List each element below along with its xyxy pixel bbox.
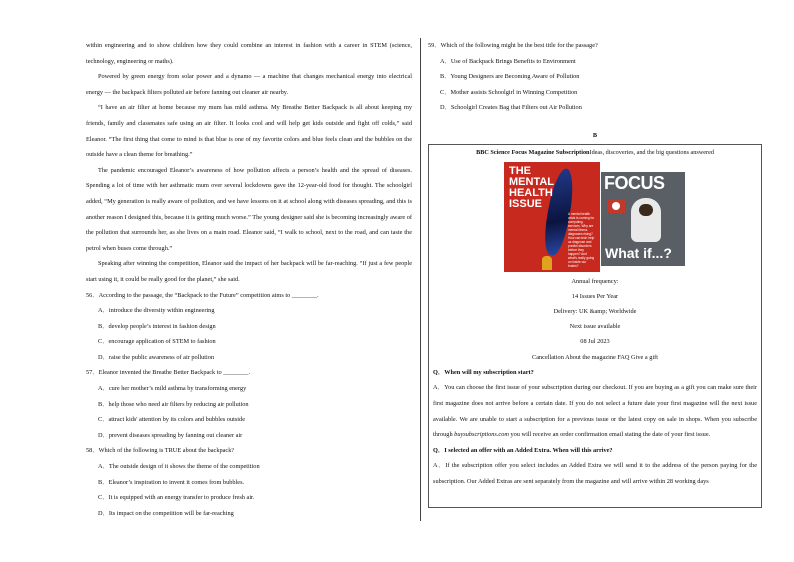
issues-per-year: 14 Issues Per Year	[571, 292, 619, 300]
option-58-a: A．The outside design of it shows the theme of the competition	[98, 463, 260, 471]
paragraph-4: The pandemic encouraged Eleanor’s awareness of how pollution affects a person’s health and the spread of diseases. Spending a lot of time with her asthmatic mum over several lockdowns gave the 12-year-old food for thought. The schoolgirl added, “My generation is really aware of pollution, and we have lessons on it at school along with diseases spreading, and this is another reason I designed this, because it is getting much worse.” The young designer said she is becoming increasingly aware of the pollution that surrounds her, as she lives on a main road. Eleanor said, “I walk to school, next to the road, and can taste the petrol when buses come through.”	[86, 166, 412, 252]
option-59-c: C．Mother assists Schoolgirl in Winning Competition	[440, 88, 578, 96]
question-56: 56．According to the passage, the “Backpack to the Future” competition aims to ________.	[86, 291, 319, 299]
visor-image	[639, 204, 653, 216]
option-57-d: D．prevent diseases spreading by fanning out cleaner air	[98, 431, 243, 439]
question-59: 59．Which of the following might be the best title for the passage?	[428, 42, 598, 49]
cover1-title: THE MENTAL HEALTH ISSUE	[509, 164, 554, 210]
cover2-headline: What if...?	[605, 244, 672, 261]
option-58-b: B．Eleanor’s inspiration to invent it comes from bubbles.	[98, 478, 245, 486]
section-label: B	[592, 131, 598, 139]
option-56-b: B．develop people’s interest in fashion design	[98, 322, 216, 330]
question-57: 57．Eleanor invented the Breathe Better Backpack to ________.	[86, 369, 251, 377]
flag-image	[607, 200, 625, 213]
paragraph-1: within engineering and to show children how they could combine an interest in fashion with a career in STEM (science, technology, engineering or maths).	[86, 42, 412, 65]
faq-a1-part2: you will receive an order confirmation email stating the date of your first issue.	[508, 431, 711, 439]
left-column	[86, 38, 412, 521]
faq-a2: A．If the subscription offer you select includes an Added Extra we will send it to the address of the person paying for the subscription. Our Added Extras are sent separately from the magazine and will arrive within 28 working days	[433, 462, 757, 485]
faq-q1: Q．When will my subscription start?	[433, 368, 534, 376]
paragraph-2: Powered by green energy from solar power and a dynamo — a machine that changes mechanical energy into electrical energy — the backpack filters polluted air before fanning out cleaner air nearby.	[86, 73, 412, 96]
option-57-c: C．attract kids' attention by its colors and bubbles outside	[98, 416, 245, 424]
cover1-subtitle: A mental health crisis is coming for computing services. Why are mental illness diagnoses rising? How can tech help us diagnose and predict disorders before they happen? And what's really going on inside our brains?	[568, 211, 595, 268]
option-59-a: A．Use of Backpack Brings Benefits to Environment	[440, 57, 576, 65]
option-58-d: D．Its impact on the competition will be far-reaching	[98, 509, 234, 517]
magazine-ad-box	[428, 144, 762, 508]
magazine-title	[433, 147, 757, 159]
next-issue-label: Next issue available	[569, 323, 621, 331]
subscription-info	[433, 274, 757, 365]
cover-mental-health	[504, 162, 600, 272]
option-56-d: D．raise the public awareness of air pollution	[98, 353, 215, 361]
option-56-c: C．encourage application of STEM to fashion	[98, 338, 216, 346]
paragraph-3: “I have an air filter at home because my mum has mild asthma. My Breathe Better Backpack is all about keeping my friends, family and classmates safe using an air filter. It looks cool and will help get kids outside and fight off colds,” said Eleanor. “The first thing that come to mind is that blue is one of my favorite colors and blue feels clean and the bubbles on the outside have a clean theme for breathing.”	[86, 104, 412, 159]
faq	[433, 365, 757, 490]
column-divider	[420, 38, 421, 521]
option-57-a: A．cure her mother’s mild asthma by transforming energy	[98, 385, 247, 393]
option-58-c: C．It is equipped with an energy transfer to produce fresh air.	[98, 494, 255, 502]
cover-focus	[601, 172, 685, 266]
right-column	[428, 38, 762, 508]
faq-a1	[433, 380, 757, 442]
option-57-b: B．help those who need air filters by reducing air pollution	[98, 400, 249, 408]
option-59-b: B．Young Designers are Becoming Aware of Pollution	[440, 73, 580, 81]
option-56-a: A．introduce the diversity within engineering	[98, 307, 215, 315]
figure-image	[542, 256, 552, 270]
question-58: 58．Which of the following is TRUE about the backpack?	[86, 447, 235, 455]
paragraph-5: Speaking after winning the competition, Eleanor said the impact of her backpack will be far-reaching. “If just a few people start using it, it could be really good for the planet,” she said.	[86, 260, 412, 283]
faq-q2: Q．I selected an offer with an Added Extra. When will this arrive?	[433, 446, 613, 454]
magazine-tagline: Ideas, discoveries, and the big questions answered	[589, 148, 714, 156]
cover2-title: FOCUS	[604, 172, 665, 193]
footer-links: Cancellation About the magazine FAQ Give a gift	[532, 353, 658, 361]
option-59-d: D．Schoolgirl Creates Bag that Filters out Air Pollution	[440, 104, 582, 112]
faq-a1-link: buysubscriptions.com	[454, 431, 509, 439]
magazine-covers	[433, 162, 757, 274]
next-issue-date: 08 Jul 2023	[580, 338, 610, 346]
magazine-title-bold: BBC Science Focus Magazine Subscription	[476, 148, 590, 156]
delivery-info: Delivery: UK &amp; Worldwide	[553, 307, 637, 315]
annual-frequency-label: Annual frequency:	[571, 277, 619, 285]
faq-a1-part1: A．You can choose the first issue of your subscription during our checkout. If you are buying as a gift you can make sure their first magazine does not arrive before a certain date. If you do not select a future date your first magazine will the next issue available. We are unable to start a subscription for a previous issue or the latest copy on sale in shops. When you subscribe through	[433, 384, 757, 439]
